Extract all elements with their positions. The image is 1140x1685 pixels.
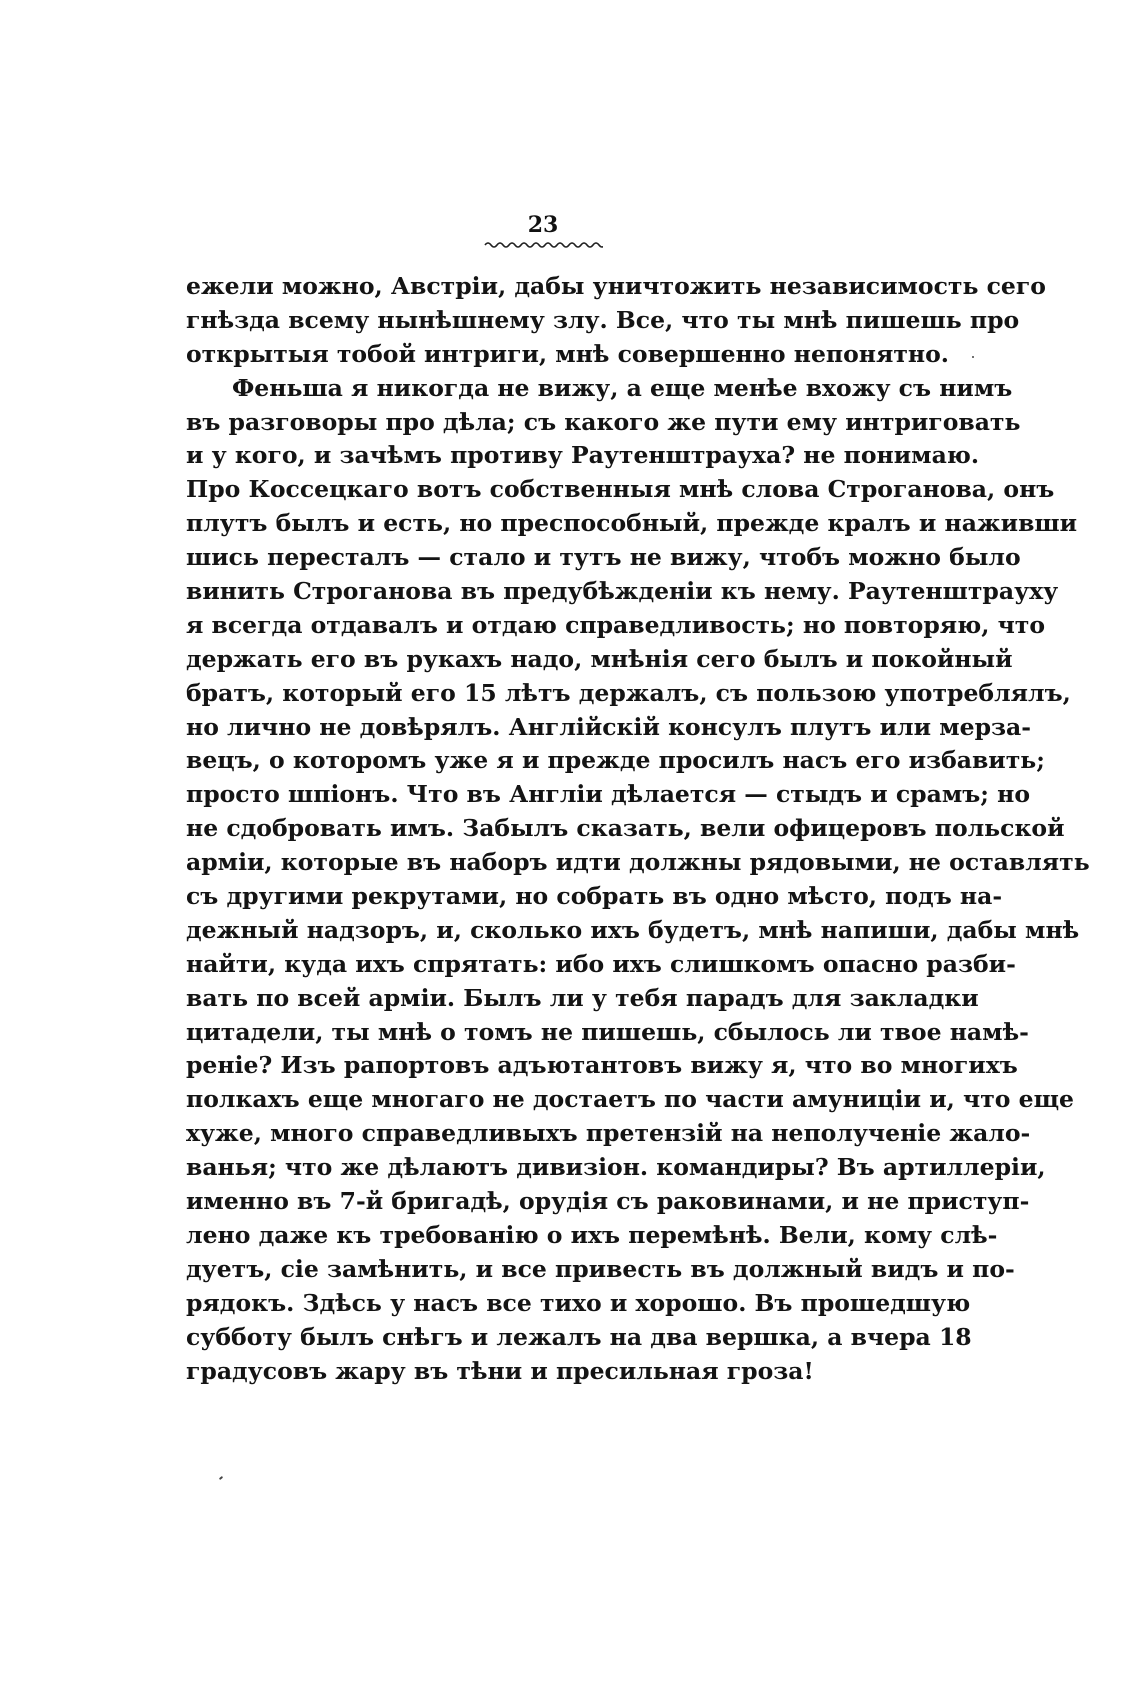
wavy-rule-ornament xyxy=(483,240,603,250)
margin-speck xyxy=(219,1476,223,1480)
text-line: и у кого, и зачѣмъ противу Раутенштрауха? не понимаю. xyxy=(186,441,980,470)
text-line: шись пересталъ — стало и тутъ не вижу, чтобъ можно было xyxy=(186,543,1021,572)
text-line: въ разговоры про дѣла; съ какого же пути ему интриговать xyxy=(186,407,1021,436)
text-line: просто шпіонъ. Что въ Англіи дѣлается — стыдъ и срамъ; но xyxy=(186,780,1031,809)
text-line: ежели можно, Австріи, дабы уничтожить независимость сего xyxy=(186,272,1046,300)
text-line: Про Коссецкаго вотъ собственныя мнѣ слова Строганова, онъ xyxy=(186,475,1055,504)
text-line: субботу былъ снѣгъ и лежалъ на два вершка, а вчера 18 xyxy=(186,1322,972,1351)
text-line: вать по всей арміи. Былъ ли у тебя парадъ для закладки xyxy=(186,983,979,1012)
text-line: найти, куда ихъ спрятать: ибо ихъ слишкомъ опасно разби- xyxy=(186,949,1016,978)
text-line: полкахъ еще многаго не достаетъ по части амуниціи и, что еще xyxy=(186,1085,1074,1114)
text-line: не сдобровать имъ. Забылъ сказать, вели офицеровъ польской xyxy=(186,814,1065,843)
text-line: реніе? Изъ рапортовъ адъютантовъ вижу я, что во многихъ xyxy=(186,1051,1018,1080)
text-line: съ другими рекрутами, но собрать въ одно мѣсто, подъ на- xyxy=(186,882,1003,911)
text-line: рядокъ. Здѣсь у насъ все тихо и хорошо. Въ прошедшую xyxy=(186,1288,971,1317)
text-line: лено даже къ требованію о ихъ перемѣнѣ. Вели, кому слѣ- xyxy=(186,1220,998,1249)
text-line: градусовъ жару въ тѣни и пресильная гроза! xyxy=(186,1356,814,1385)
text-line: вецъ, о которомъ уже я и прежде просилъ насъ его избавить; xyxy=(186,746,1045,775)
text-line: плутъ былъ и есть, но преспособный, прежде кралъ и наживши xyxy=(186,509,1078,538)
text-line: винить Строганова въ предубѣжденіи къ нему. Раутенштрауху xyxy=(186,577,1059,606)
text-line: ванья; что же дѣлаютъ дивизіон. командиры? Въ артиллеріи, xyxy=(186,1153,1046,1182)
text-line: дежный надзоръ, и, сколько ихъ будетъ, мнѣ напиши, дабы мнѣ xyxy=(186,915,1080,944)
text-line: держать его въ рукахъ надо, мнѣнія сего былъ и покойный xyxy=(186,644,1013,673)
text-line: я всегда отдавалъ и отдаю справедливость; но повторяю, что xyxy=(186,610,1046,639)
body-text xyxy=(186,270,1090,1388)
margin-speck xyxy=(972,356,974,358)
text-line: именно въ 7-й бригадѣ, орудія съ раковинами, и не приступ- xyxy=(186,1187,1030,1216)
text-line: открытыя тобой интриги, мнѣ совершенно непонятно. xyxy=(186,339,949,368)
text-line: гнѣзда всему нынѣшнему злу. Все, что ты мнѣ пишешь про xyxy=(186,305,1020,334)
text-line: братъ, который его 15 лѣтъ держалъ, съ пользою употреблялъ, xyxy=(186,678,1071,707)
page-number: 23 xyxy=(527,212,559,238)
text-line: дуетъ, сіе замѣнить, и все привесть въ должный видъ и по- xyxy=(186,1254,1015,1283)
text-line: арміи, которые въ наборъ идти должны рядовыми, не оставлять xyxy=(186,848,1090,877)
text-line: хуже, много справедливыхъ претензій на неполученіе жало- xyxy=(186,1119,1031,1148)
text-line: Феньша я никогда не вижу, а еще менѣе вхожу съ нимъ xyxy=(232,373,1013,402)
text-line: цитадели, ты мнѣ о томъ не пишешь, сбылось ли твое намѣ- xyxy=(186,1017,1029,1046)
text-line: но лично не довѣрялъ. Англійскій консулъ плутъ или мерза- xyxy=(186,712,1032,741)
